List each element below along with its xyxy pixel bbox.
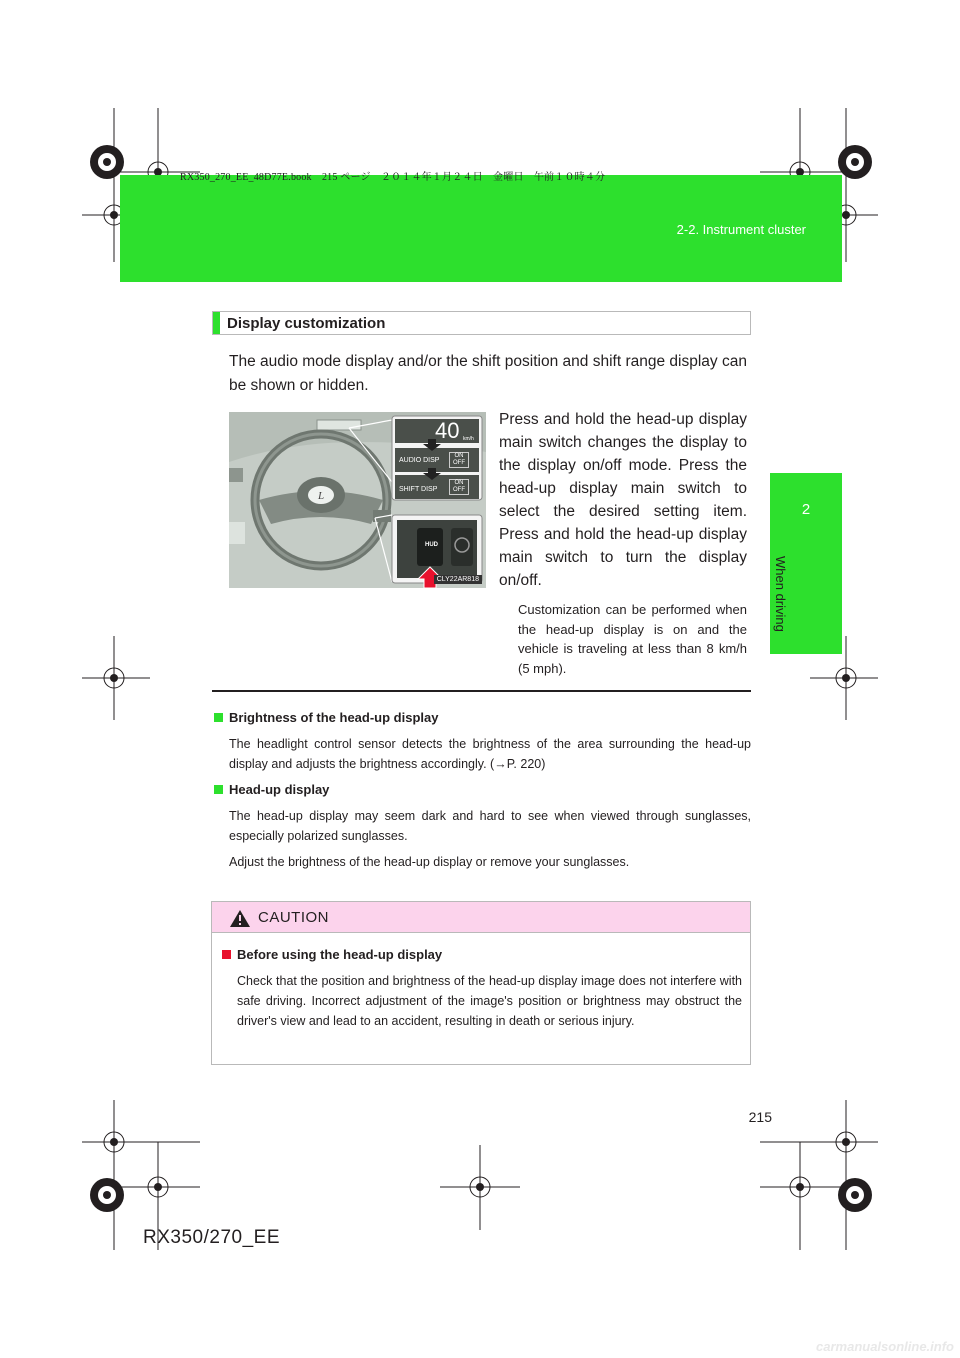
audio-disp-on-off <box>449 452 469 468</box>
info-paragraph: The headlight control sensor detects the brightness of the area surrounding the head-up display and adjusts the brightness accordingly. (→P. 220) <box>229 737 751 771</box>
caution-heading <box>220 947 742 962</box>
caution-heading-text: Before using the head-up display <box>237 947 443 962</box>
shift-on-label: ON <box>454 480 464 486</box>
info-heading-hud <box>212 782 751 797</box>
chapter-number: 2 <box>801 501 811 518</box>
caution-text: Check that the position and brightness of the head-up display image does not interfere with safe driving. Incorrect adjustment of the image's position or brightness may obstruct the driver's view and lead to an accident, resulting in death or serious injury. <box>237 974 742 1028</box>
section-divider <box>212 690 751 692</box>
audio-off-label: OFF <box>453 460 465 466</box>
intro-paragraph: The audio mode display and/or the shift position and shift range display can be shown or hidden. <box>229 353 747 394</box>
caution-body <box>212 933 750 1031</box>
chapter-title <box>773 556 806 666</box>
procedure-note: Customization can be performed when the head-up display is on and the vehicle is traveling at less than 8 km/h (5 mph). <box>518 602 747 676</box>
hud-speed-value: 40 <box>435 418 460 443</box>
section-subheading <box>212 311 751 335</box>
info-section <box>212 710 751 872</box>
square-bullet-icon <box>214 713 223 722</box>
page-number: 215 <box>748 1109 772 1125</box>
chapter-title-text: When driving <box>773 556 788 632</box>
procedure-text: Press and hold the head-up display main switch changes the display to the display on/off mode. Press the head-up display main switch to select the desired setting item. Press and hold the head-up display main switch to turn the display on/off. <box>499 411 747 589</box>
svg-text:L: L <box>317 490 325 502</box>
hud-switch-illustration <box>229 412 486 588</box>
square-bullet-icon <box>222 950 231 959</box>
shift-off-label: OFF <box>453 487 465 493</box>
hud-speed-unit: km/h <box>463 436 474 442</box>
info-heading-brightness <box>212 710 751 725</box>
subheading-accent <box>213 312 220 334</box>
shift-disp-on-off <box>449 479 469 495</box>
section-label: 2-2. Instrument cluster <box>676 222 806 237</box>
info-paragraph: The head-up display may seem dark and hard to see when viewed through sunglasses, especially polarized sunglasses. <box>229 809 751 843</box>
book-id-line: RX350_270_EE_48D77E.book 215 ページ ２０１４年１月２４日 金曜日 午前１０時４分 <box>180 172 606 183</box>
figure-code: CLY22AR818 <box>434 575 482 584</box>
caution-header <box>212 902 750 933</box>
shift-disp-label: SHIFT DISP <box>399 486 438 493</box>
info-paragraph: Adjust the brightness of the head-up display or remove your sunglasses. <box>229 855 630 869</box>
warning-triangle-icon <box>229 909 251 928</box>
audio-disp-label: AUDIO DISP <box>399 457 440 464</box>
header-band <box>120 175 842 282</box>
caution-box <box>211 901 751 1065</box>
caution-title: CAUTION <box>258 909 329 926</box>
audio-on-label: ON <box>454 453 464 459</box>
info-heading-text: Brightness of the head-up display <box>229 710 439 725</box>
subheading-text: Display customization <box>227 315 386 332</box>
square-bullet-icon <box>214 785 223 794</box>
watermark: carmanualsonline.info <box>816 1339 954 1354</box>
info-heading-text: Head-up display <box>229 782 330 797</box>
footer-model: RX350/270_EE <box>143 1227 280 1248</box>
hud-button-label: HUD <box>425 542 438 548</box>
